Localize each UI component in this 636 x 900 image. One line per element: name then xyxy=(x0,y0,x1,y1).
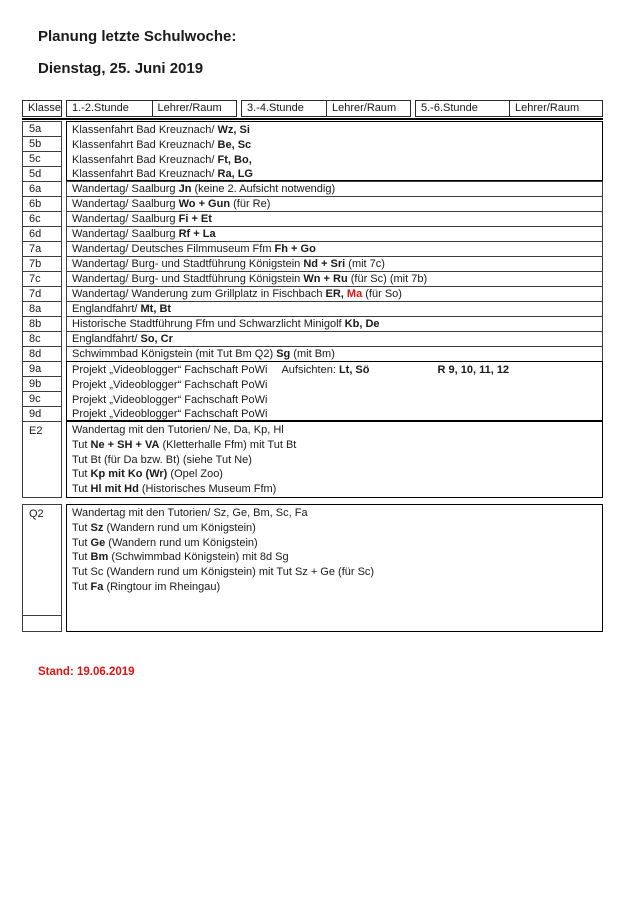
header-group xyxy=(66,100,237,117)
schedule-line xyxy=(72,521,597,536)
text-segment: Wn + Ru xyxy=(303,273,348,285)
header-lehrer-raum: Lehrer/Raum xyxy=(326,101,410,116)
schedule-line xyxy=(72,467,597,482)
schedule-table xyxy=(22,100,603,632)
klasse-filler xyxy=(22,615,62,632)
text-segment: (Schwimmbad Königstein) mit 8d Sg xyxy=(108,551,289,564)
schedule-cell xyxy=(66,346,603,362)
schedule-line xyxy=(72,272,597,286)
schedule-cell xyxy=(66,301,603,317)
text-segment: Tut Bt (für Da bzw. Bt) (siehe Tut Ne) xyxy=(72,453,252,466)
schedule-line xyxy=(72,550,597,565)
schedule-line xyxy=(72,407,597,421)
klasse-cell: 8d xyxy=(22,346,62,362)
schedule-line xyxy=(72,317,597,331)
klasse-cell: 9d xyxy=(22,406,62,422)
text-segment: Englandfahrt/ xyxy=(72,303,141,315)
klasse-cell: E2 xyxy=(22,421,62,498)
text-segment: Wandertag/ Saalburg xyxy=(72,198,179,210)
schedule-line xyxy=(72,153,597,168)
text-segment: Lt, Sö xyxy=(338,364,370,376)
schedule-cell xyxy=(66,226,603,242)
schedule-line xyxy=(72,565,597,580)
header-lehrer-raum: Lehrer/Raum xyxy=(509,101,602,116)
schedule-cell xyxy=(66,211,603,227)
klasse-cell: 5c xyxy=(22,151,62,167)
text-segment: Wandertag mit den Tutorien/ Sz, Ge, Bm, Sc, Fa xyxy=(72,507,308,519)
schedule-line xyxy=(72,123,597,138)
schedule-line xyxy=(72,423,597,438)
header-group xyxy=(241,100,411,117)
text-segment: Wo + Gun xyxy=(178,198,231,210)
schedule-cell xyxy=(66,316,603,332)
text-segment: Mt, Bt xyxy=(140,303,172,315)
schedule-cell xyxy=(66,271,603,287)
schedule-line xyxy=(72,506,597,521)
schedule-line xyxy=(72,536,597,551)
klasse-cell: 5b xyxy=(22,136,62,152)
text-segment: Tut Sc (Wandern rund um Königstein) mit Tut Sz + Ge (für Sc) xyxy=(72,566,375,579)
text-segment: Klassenfahrt Bad Kreuznach/ xyxy=(72,168,218,181)
text-segment: Wandertag/ Burg- und Stadtführung Königstein xyxy=(72,273,304,285)
schedule-line xyxy=(72,227,597,241)
text-segment: (Ringtour im Rheingau) xyxy=(103,580,221,593)
schedule-line xyxy=(72,453,597,468)
schedule-line xyxy=(72,580,597,595)
text-segment: (mit 7c) xyxy=(345,258,385,270)
text-segment: (Historisches Museum Ffm) xyxy=(138,483,277,496)
schedule-merged-cell xyxy=(66,504,603,632)
text-segment: Sg xyxy=(276,348,291,360)
table-body xyxy=(22,121,603,632)
klasse-cell: 7d xyxy=(22,286,62,302)
status-date: Stand: 19.06.2019 xyxy=(38,666,135,678)
text-segment: Ra, LG xyxy=(217,168,253,181)
schedule-cell xyxy=(66,241,603,257)
klasse-cell: 7b xyxy=(22,256,62,272)
schedule-line xyxy=(72,197,597,211)
text-segment: Schwimmbad Königstein (mit Tut Bm Q2) xyxy=(72,348,277,360)
text-segment: (für Sc) (mit 7b) xyxy=(347,273,428,285)
text-segment: Fi + Et xyxy=(178,213,212,225)
text-segment: Projekt „Videoblogger“ Fachschaft PoWi xyxy=(72,408,268,421)
header-klasse: Klasse xyxy=(22,100,62,117)
text-segment: Ne + SH + VA xyxy=(90,438,160,451)
text-segment: Aufsichten: xyxy=(281,364,339,376)
klasse-cell: 6b xyxy=(22,196,62,212)
text-segment: Wandertag/ Saalburg xyxy=(72,228,179,240)
klasse-cell: Q2 xyxy=(22,504,62,616)
text-segment: (keine 2. Aufsicht notwendig) xyxy=(191,183,336,195)
schedule-merged-cell xyxy=(66,121,603,181)
text-segment: Tut xyxy=(72,483,91,496)
text-segment: Wandertag/ Burg- und Stadtführung Königstein xyxy=(72,258,304,270)
text-segment: (Wandern rund um Königstein) xyxy=(105,536,258,549)
text-segment: Nd + Sri xyxy=(303,258,346,270)
text-segment: Ge xyxy=(90,536,106,549)
schedule-line xyxy=(72,182,597,196)
header-stunde: 1.-2.Stunde xyxy=(72,102,129,114)
text-segment: Be, Sc xyxy=(217,138,252,151)
text-segment: Tut xyxy=(72,468,91,481)
klasse-cell: 7a xyxy=(22,241,62,257)
text-segment: Klassenfahrt Bad Kreuznach/ xyxy=(72,124,218,136)
schedule-line xyxy=(72,378,597,393)
klasse-cell: 6a xyxy=(22,181,62,197)
text-segment: Kb, De xyxy=(344,318,380,330)
text-segment: Kp mit Ko (Wr) xyxy=(90,468,168,481)
text-segment: Hl mit Hd xyxy=(90,483,139,496)
klasse-cell: 6d xyxy=(22,226,62,242)
text-segment: (Wandern rund um Königstein) xyxy=(103,521,256,534)
text-segment: (Kletterhalle Ffm) mit Tut Bt xyxy=(159,438,297,451)
text-segment: Ma xyxy=(346,288,363,300)
text-segment: Klassenfahrt Bad Kreuznach/ xyxy=(72,153,218,166)
text-segment: Sz xyxy=(90,521,104,534)
text-segment: (für Re) xyxy=(230,198,271,210)
page-title: Planung letzte Schulwoche: xyxy=(38,28,237,45)
klasse-cell: 9c xyxy=(22,391,62,407)
text-segment: Fa xyxy=(90,580,104,593)
schedule-merged-cell xyxy=(66,361,603,421)
text-segment: Projekt „Videoblogger“ Fachschaft PoWi xyxy=(72,393,268,406)
text-segment: Wandertag/ Saalburg xyxy=(72,183,179,195)
text-segment: Fh + Go xyxy=(274,243,316,255)
schedule-cell xyxy=(66,196,603,212)
header-stunde: 3.-4.Stunde xyxy=(247,102,304,114)
klasse-cell: 9b xyxy=(22,376,62,392)
text-segment: Historische Stadtführung Ffm und Schwarzlicht Minigolf xyxy=(72,318,345,330)
text-segment: Tut xyxy=(72,536,91,549)
text-segment: Wandertag mit den Tutorien/ Ne, Da, Kp, Hl xyxy=(72,424,284,436)
schedule-line xyxy=(72,302,597,316)
text-segment: Tut xyxy=(72,438,91,451)
schedule-line xyxy=(72,347,597,361)
schedule-cell xyxy=(66,181,603,197)
text-segment: (Opel Zoo) xyxy=(167,468,223,481)
schedule-line xyxy=(72,438,597,453)
schedule-cell xyxy=(66,331,603,347)
text-segment: Rf + La xyxy=(178,228,216,240)
text-segment: Wandertag/ Deutsches Filmmuseum Ffm xyxy=(72,243,275,255)
schedule-line xyxy=(72,482,597,497)
schedule-line xyxy=(72,167,597,181)
klasse-cell: 8a xyxy=(22,301,62,317)
klasse-cell: 8b xyxy=(22,316,62,332)
header-separator xyxy=(22,118,603,120)
schedule-line xyxy=(72,287,597,301)
text-segment: Ft, Bo, xyxy=(217,153,252,166)
header-stunde: 5.-6.Stunde xyxy=(421,102,478,114)
klasse-cell: 5a xyxy=(22,121,62,137)
text-segment: Tut xyxy=(72,551,91,564)
text-segment: Jn xyxy=(178,183,192,195)
text-segment: Tut xyxy=(72,521,91,534)
text-segment: So, Cr xyxy=(140,333,173,345)
schedule-line xyxy=(72,138,597,153)
schedule-line xyxy=(72,242,597,256)
text-segment: Klassenfahrt Bad Kreuznach/ xyxy=(72,138,218,151)
text-segment: Englandfahrt/ xyxy=(72,333,141,345)
schedule-line xyxy=(72,257,597,271)
klasse-column xyxy=(22,504,62,632)
text-segment: ER, xyxy=(325,288,344,300)
text-segment: Wz, Si xyxy=(217,124,250,136)
text-segment: (für So) xyxy=(362,288,402,300)
klasse-cell: 7c xyxy=(22,271,62,287)
text-segment: Projekt „Videoblogger“ Fachschaft PoWi xyxy=(72,364,268,376)
header-group xyxy=(415,100,603,117)
klasse-column xyxy=(22,421,62,498)
text-segment: Wandertag/ Wanderung zum Grillplatz in Fischbach xyxy=(72,288,326,300)
schedule-line xyxy=(72,212,597,226)
schedule-cell xyxy=(66,286,603,302)
text-segment: (mit Bm) xyxy=(290,348,335,360)
schedule-merged-cell xyxy=(66,421,603,498)
text-segment: Tut xyxy=(72,580,91,593)
text-segment: Projekt „Videoblogger“ Fachschaft PoWi xyxy=(72,378,268,391)
table-header xyxy=(22,100,603,117)
klasse-cell: 5d xyxy=(22,166,62,182)
schedule-line xyxy=(72,363,597,378)
text-segment: R 9, 10, 11, 12 xyxy=(437,364,510,376)
klasse-cell: 6c xyxy=(22,211,62,227)
text-segment: Wandertag/ Saalburg xyxy=(72,213,179,225)
klasse-cell: 9a xyxy=(22,361,62,377)
schedule-line xyxy=(72,393,597,408)
schedule-cell xyxy=(66,256,603,272)
schedule-line xyxy=(72,332,597,346)
page-subtitle: Dienstag, 25. Juni 2019 xyxy=(38,60,204,77)
header-lehrer-raum: Lehrer/Raum xyxy=(152,101,237,116)
klasse-cell: 8c xyxy=(22,331,62,347)
text-segment: Bm xyxy=(90,551,109,564)
